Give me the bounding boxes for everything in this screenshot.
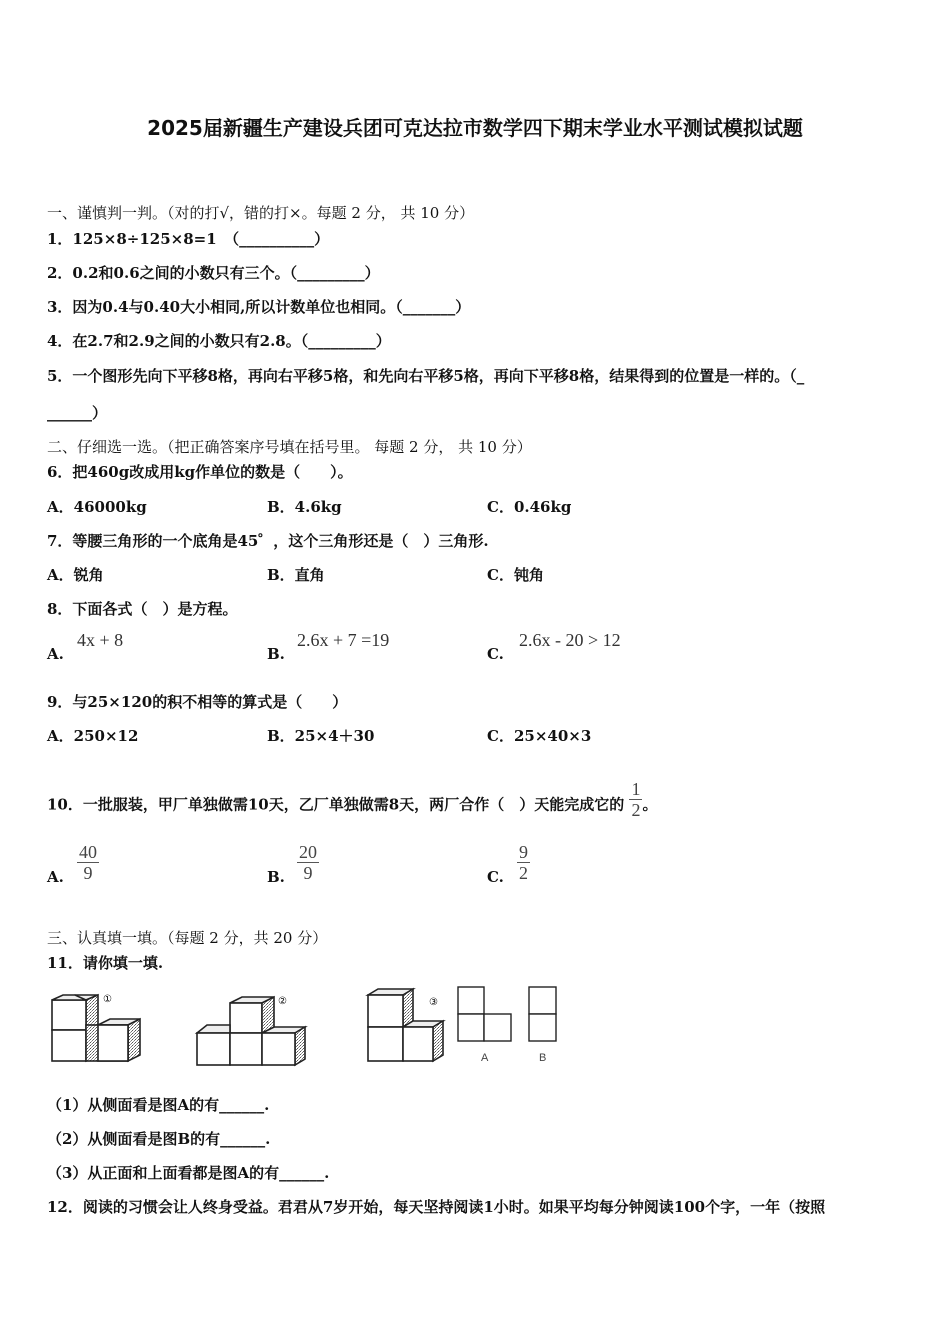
figure-1-label: ① [103, 994, 112, 1005]
q11-figures [45, 985, 565, 1075]
question-11-part-1: （1）从侧面看是图A的有______. [47, 1096, 270, 1114]
question-12: 12．阅读的习惯会让人终身受益。君君从7岁开始，每天坚持阅读1小时。如果平均每分钟阅读100个字，一年（按照 [47, 1198, 826, 1216]
q10-option-c-fraction [517, 842, 530, 883]
q10-end: 。 [642, 795, 658, 814]
q10-c-numerator: 9 [519, 842, 528, 862]
view-a-label: A [481, 1052, 489, 1064]
q10-option-b-fraction [297, 842, 319, 883]
question-10 [47, 779, 658, 826]
question-6: 6．把460g改成用kg作单位的数是（ ）。 [47, 463, 353, 481]
question-1: 1．125×8÷125×8=1 （__________） [47, 230, 330, 248]
section-1-heading: 一、谨慎判一判。（对的打√，错的打×。每题 2 分， 共 10 分） [47, 204, 475, 222]
figure-2-cubes [197, 997, 305, 1065]
q8-option-a-expression: 4x + 8 [77, 630, 124, 650]
q8-option-b: B. [267, 645, 285, 663]
q10-option-a-fraction [77, 842, 99, 883]
question-11-part-3: （3）从正面和上面看都是图A的有______. [47, 1164, 330, 1182]
q7-option-b: B．直角 [267, 566, 325, 584]
q10-a-denominator: 9 [83, 863, 93, 883]
q6-option-a: A．46000kg [47, 498, 147, 516]
q8-option-a: A. [47, 645, 64, 663]
q10-option-b: B. [267, 868, 285, 886]
q8-option-c: C. [487, 645, 504, 663]
q7-option-a: A．锐角 [47, 566, 104, 584]
q10-fraction-denominator: 2 [631, 800, 641, 820]
question-10-text: 10．一批服装，甲厂单独做需10天，乙厂单独做需8天，两厂合作（ ）天能完成它的 [47, 795, 625, 814]
q10-fraction-numerator: 1 [631, 779, 641, 799]
q9-option-b: B．25×4＋30 [267, 727, 375, 745]
question-2: 2．0.2和0.6之间的小数只有三个。（_________） [47, 264, 380, 282]
question-11: 11．请你填一填. [47, 954, 164, 972]
q9-option-a: A．250×12 [47, 727, 139, 745]
question-3: 3．因为0.4与0.40大小相同,所以计数单位也相同。（_______） [47, 298, 471, 316]
q10-c-denominator: 2 [519, 863, 528, 883]
question-5: 5．一个图形先向下平移8格，再向右平移5格，和先向右平移5格，再向下平移8格，结果得到的位置是一样的。（_ [47, 367, 805, 385]
figure-3-label: ③ [429, 997, 438, 1008]
q10-b-numerator: 20 [299, 842, 317, 862]
q10-a-numerator: 40 [79, 842, 97, 862]
section-3-heading: 三、认真填一填。（每题 2 分，共 20 分） [47, 929, 328, 947]
figure-1-cubes [52, 995, 140, 1061]
q10-option-a: A. [47, 868, 64, 886]
page-title: 2025届新疆生产建设兵团可克达拉市数学四下期末学业水平测试模拟试题 [147, 116, 803, 140]
question-5-continued: ______） [47, 404, 108, 422]
question-4: 4．在2.7和2.9之间的小数只有2.8。（_________） [47, 332, 391, 350]
view-a-grid [458, 987, 511, 1041]
q8-option-b-expression: 2.6x + 7 =19 [297, 630, 390, 650]
q10-b-denominator: 9 [303, 863, 313, 883]
section-2-heading: 二、仔细选一选。（把正确答案序号填在括号里。 每题 2 分， 共 10 分） [47, 438, 532, 456]
q7-option-c: C．钝角 [487, 566, 544, 584]
q9-option-c: C．25×40×3 [487, 727, 592, 745]
q10-fraction [629, 779, 642, 820]
question-11-part-2: （2）从侧面看是图B的有______. [47, 1130, 271, 1148]
question-9: 9．与25×120的积不相等的算式是（ ） [47, 693, 348, 711]
view-b-grid [529, 987, 556, 1041]
view-b-label: B [539, 1052, 547, 1064]
q10-option-c: C. [487, 868, 504, 886]
q8-option-c-expression: 2.6x - 20 > 12 [519, 630, 621, 650]
question-8: 8．下面各式（ ）是方程。 [47, 600, 238, 618]
q6-option-c: C．0.46kg [487, 498, 572, 516]
figure-2-label: ② [278, 996, 287, 1007]
question-7: 7．等腰三角形的一个底角是45゜，这个三角形还是（ ）三角形. [47, 532, 489, 550]
q6-option-b: B．4.6kg [267, 498, 342, 516]
